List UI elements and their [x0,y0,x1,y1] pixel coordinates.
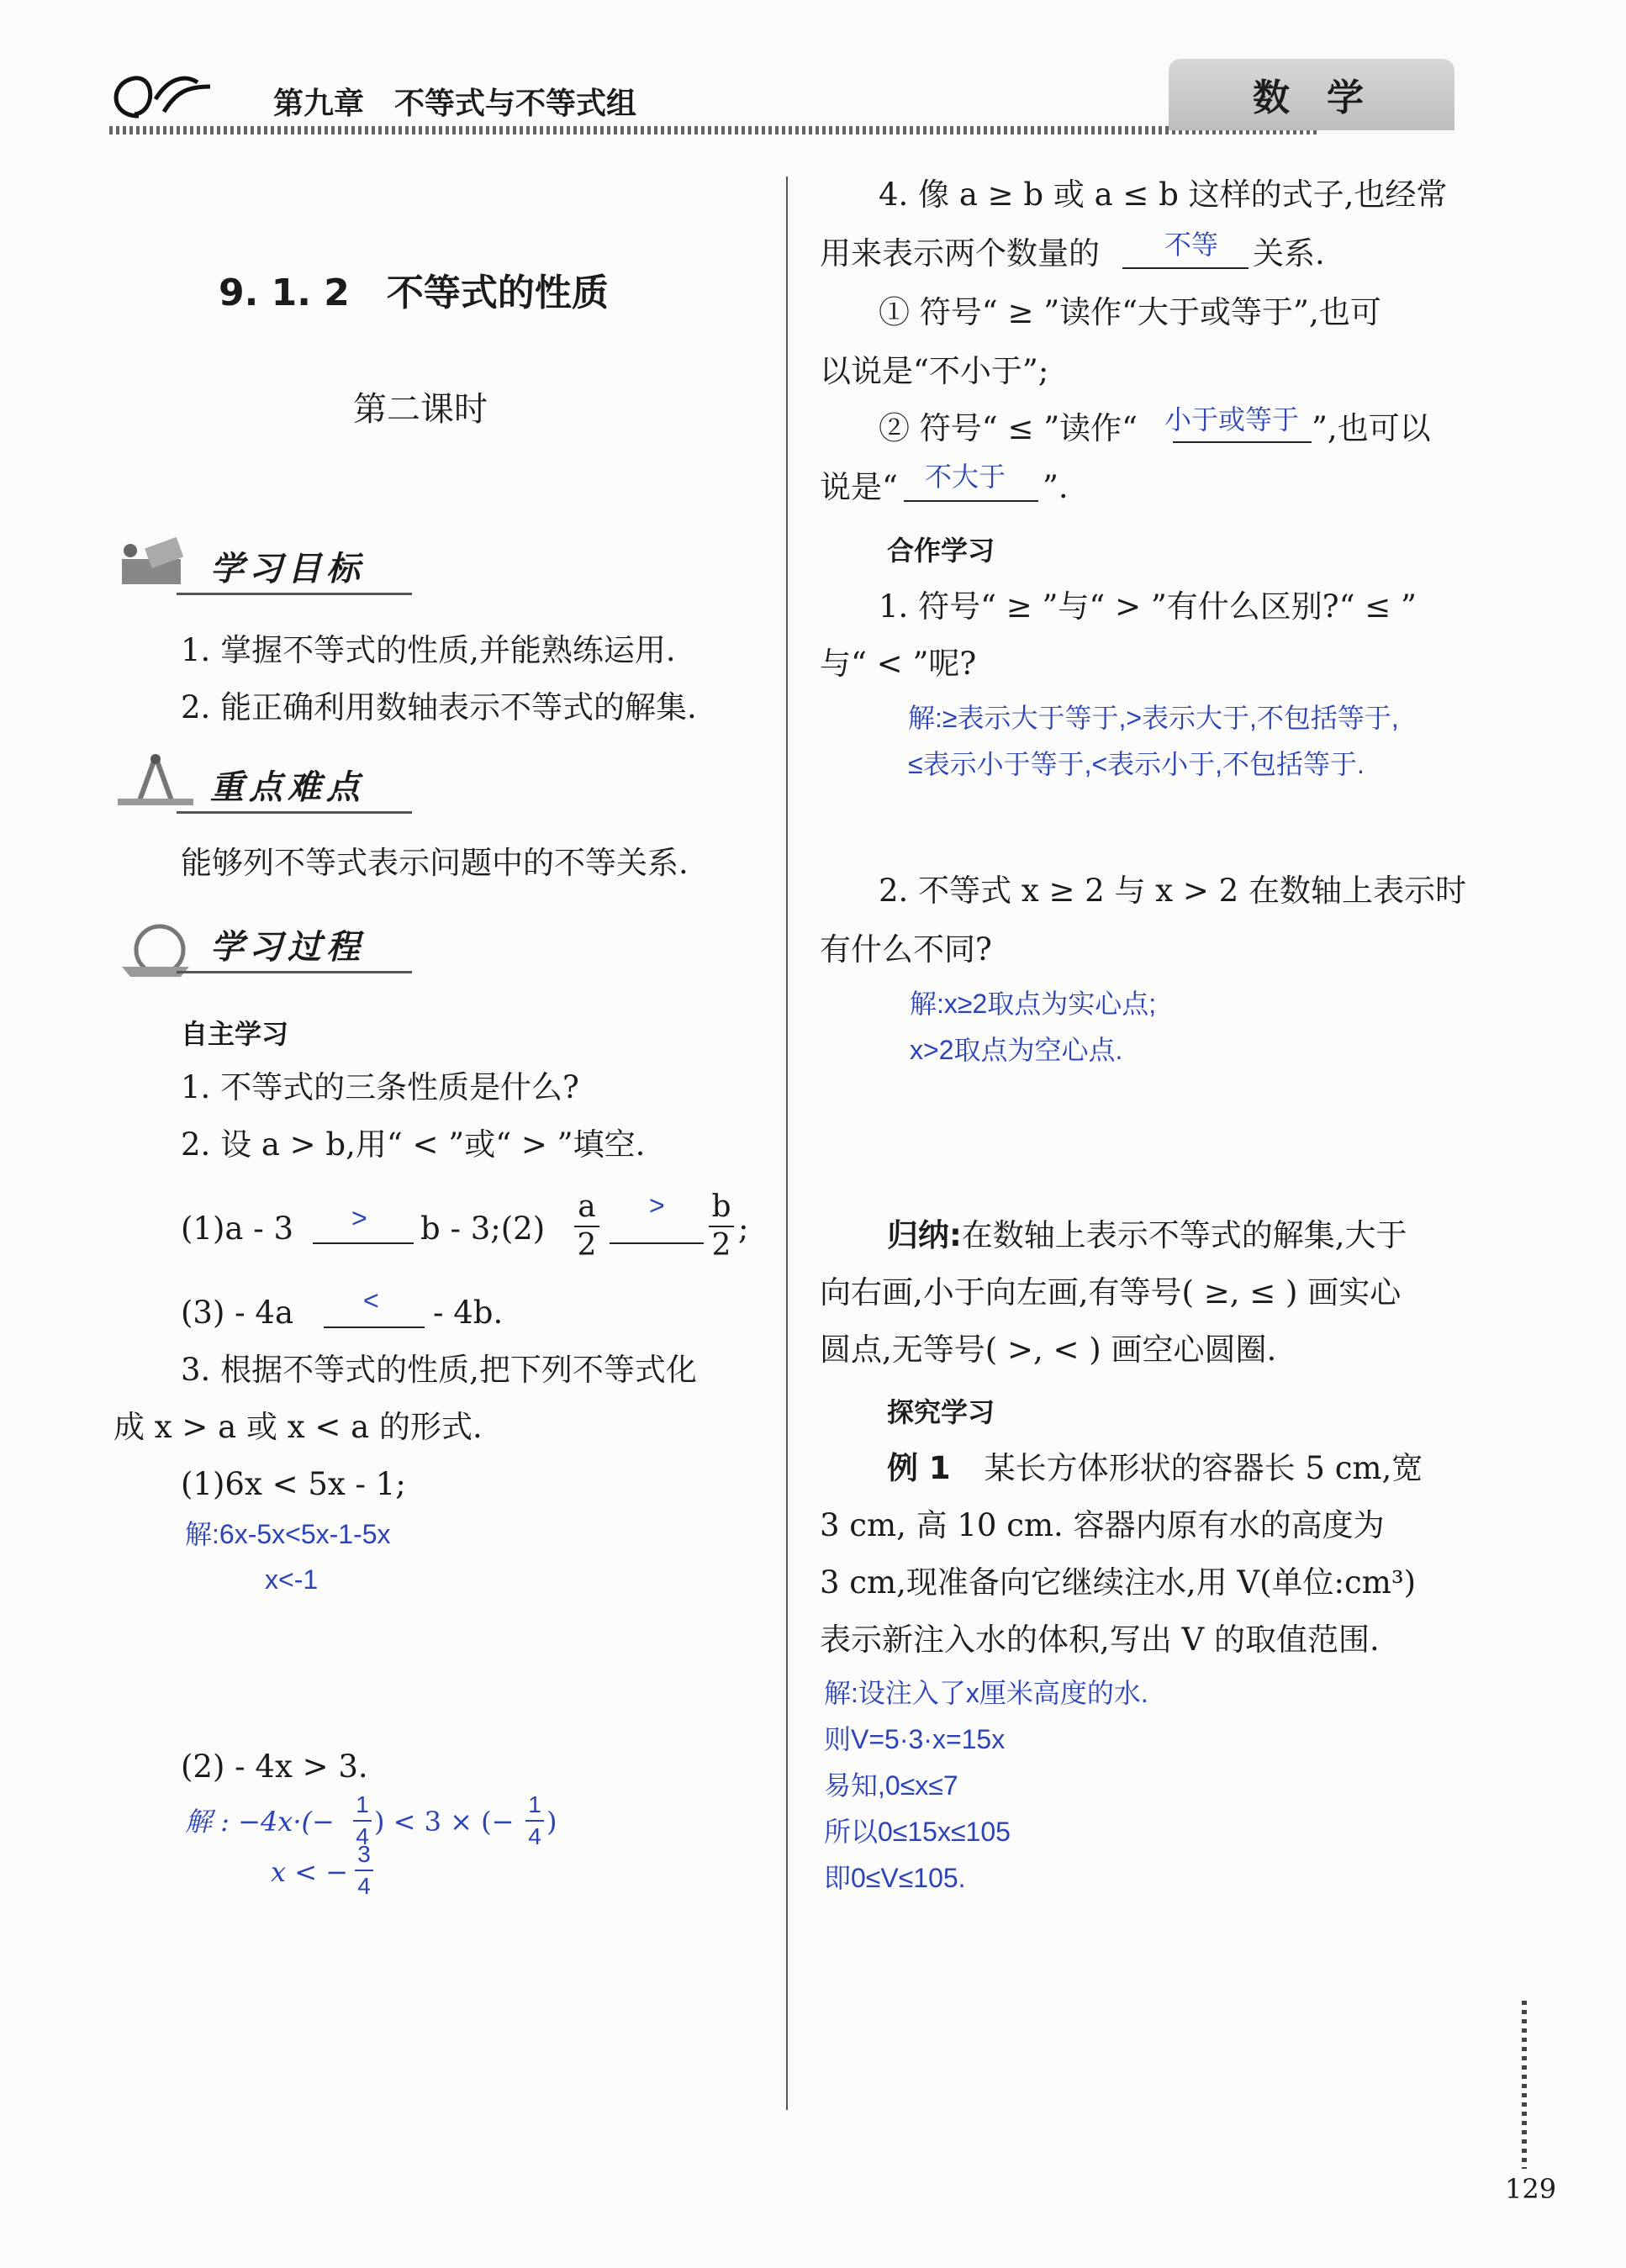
fraction-numerator: 3 [357,1841,371,1867]
q3-part2-answer-mid: ) < 3 × (− [374,1806,515,1838]
q2-part3-answer: < [363,1285,379,1316]
q3-part2: (2) - 4x > 3. [181,1748,368,1785]
question-1: 1. 不等式的三条性质是什么? [181,1069,579,1105]
q4-answer: 不等 [1164,229,1219,260]
summary-text-1: 在数轴上表示不等式的解集,大于 [961,1217,1407,1253]
coop-q2-answer-line1: 解:x≥2取点为实心点; [910,989,1157,1019]
compass-icon [114,752,198,811]
q4-3-blank [904,500,1038,502]
coop-q1-answer-line2: ≤表示小于等于,<表示小于,不包括等于. [908,749,1365,779]
goal-1: 1. 掌握不等式的性质,并能熟练运用. [181,632,676,668]
coop-heading: 合作学习 [887,535,995,567]
summary-label: 归纳: [887,1217,962,1253]
fraction-numerator: a [578,1189,596,1224]
question-2: 2. 设 a > b,用“ < ”或“ > ”填空. [181,1126,646,1163]
q3-part2-answer-prefix: 解 : −4x·(− [185,1806,335,1838]
fraction-numerator: 1 [528,1791,541,1817]
example-line4: 表示新注入水的体积,写出 V 的取值范围. [820,1622,1380,1658]
goal-2: 2. 能正确利用数轴表示不等式的解集. [181,689,697,725]
fraction-b-over-2 [709,1189,734,1263]
question-3-line2: 成 x > a 或 x < a 的形式. [114,1409,483,1445]
q4-line2-right: 关系. [1253,235,1325,272]
example-line2: 3 cm, 高 10 cm. 容器内原有水的高度为 [820,1507,1385,1543]
q4-2-blank [1173,441,1312,443]
goals-underline [177,593,412,595]
q2-part2-answer: > [649,1190,665,1221]
q2-part1-left: (1)a - 3 [181,1210,294,1247]
goals-heading: 学习目标 [210,550,365,588]
fraction-three-fourths [355,1843,373,1898]
chapter-logo-icon [105,66,214,129]
q4-blank [1122,267,1249,269]
q4-3-left: 说是“ [820,469,898,505]
example-answer-line5: 即0≤V≤105. [824,1863,966,1893]
coop-q2-line2: 有什么不同? [820,931,992,968]
example-answer-line3: 易知,0≤x≤7 [824,1770,958,1801]
summary-line1 [887,1217,1407,1254]
section-title: 9. 1. 2 不等式的性质 [219,272,609,314]
q4-1-line1: ① 符号“ ≥ ”读作“大于或等于”,也可 [879,294,1381,330]
fraction-denominator: 2 [577,1228,597,1263]
q3-part2-answer-end: ) [546,1806,557,1838]
globe-icon [114,916,198,979]
example-answer-line2: 则V=5·3·x=15x [824,1724,1006,1754]
fraction-numerator: 1 [356,1791,369,1817]
q4-line1: 4. 像 a ≥ b 或 a ≤ b 这样的式子,也经常 [879,177,1448,213]
q2-part1-blank [313,1242,414,1244]
fraction-denominator: 4 [356,1823,369,1849]
fraction-denominator: 4 [528,1823,541,1849]
header-dotted-rule [109,126,1320,134]
example-label: 例 1 [887,1450,951,1486]
example-text-1: 某长方体形状的容器长 5 cm,宽 [984,1450,1423,1486]
q2-part3-right: - 4b. [433,1295,504,1331]
process-underline [177,971,412,973]
key-text: 能够列不等式表示问题中的不等关系. [181,845,689,881]
q4-2-right: ”,也可以 [1312,410,1431,446]
coop-q1-answer-line1: 解:≥表示大于等于,>表示大于,不包括等于, [908,703,1399,733]
q2-part2-blank [610,1242,704,1244]
example-line1 [887,1450,1423,1487]
semicolon: ; [738,1210,749,1247]
books-icon [114,534,198,593]
q4-1-line2: 以说是“不小于”; [820,353,1049,389]
example-answer-line4: 所以0≤15x≤105 [824,1817,1011,1847]
coop-q1-line2: 与“ < ”呢? [820,646,977,682]
example-answer-line1: 解:设注入了x厘米高度的水. [824,1678,1148,1708]
chapter-title: 第九章 不等式与不等式组 [273,87,637,121]
fraction-one-fourth-2 [525,1793,544,1849]
q3-part1: (1)6x < 5x - 1; [181,1466,406,1502]
page-number: 129 [1505,2173,1557,2205]
q3-part1-answer-line2: x<-1 [265,1564,319,1595]
fraction-a-over-2 [574,1189,599,1263]
q2-part3-left: (3) - 4a [181,1295,294,1331]
q3-part2-answer2-prefix: x < − [271,1856,349,1888]
q2-part3-blank [324,1327,425,1328]
coop-q1-line1: 1. 符号“ ≥ ”与“ > ”有什么区别?“ ≤ ” [879,588,1417,625]
fraction-numerator: b [711,1189,731,1224]
q2-part1-answer: > [351,1203,367,1233]
self-study-heading: 自主学习 [181,1018,289,1050]
q4-3-right: ”. [1043,469,1069,505]
key-underline [177,811,412,814]
column-divider [786,177,788,2110]
coop-q2-answer-line2: x>2取点为空心点. [910,1035,1123,1065]
q4-2-answer: 小于或等于 [1164,404,1300,435]
fraction-denominator: 2 [711,1228,731,1263]
explore-heading: 探究学习 [887,1396,995,1428]
coop-q2-line1: 2. 不等式 x ≥ 2 与 x > 2 在数轴上表示时 [879,873,1466,909]
lesson-title: 第二课时 [353,390,488,429]
question-3-line1: 3. 根据不等式的性质,把下列不等式化 [181,1352,697,1388]
margin-dotted-rule [1522,2001,1527,2169]
q4-2-left: ② 符号“ ≤ ”读作“ [879,410,1138,446]
q2-part1-right: b - 3;(2) [420,1210,546,1247]
example-line3: 3 cm,现准备向它继续注水,用 V(单位:cm³) [820,1564,1417,1601]
q3-part1-answer-line1: 解:6x-5x<5x-1-5x [185,1519,391,1549]
summary-line3: 圆点,无等号( >, < ) 画空心圆圈. [820,1332,1277,1368]
fraction-denominator: 4 [357,1873,371,1899]
q4-3-answer: 不大于 [925,462,1006,492]
subject-label: 数 学 [1253,76,1364,119]
q4-line2-left: 用来表示两个数量的 [820,235,1100,272]
summary-line2: 向右画,小于向左画,有等号( ≥, ≤ ) 画实心 [820,1274,1402,1311]
process-heading: 学习过程 [210,928,365,967]
key-heading: 重点难点 [210,768,365,807]
